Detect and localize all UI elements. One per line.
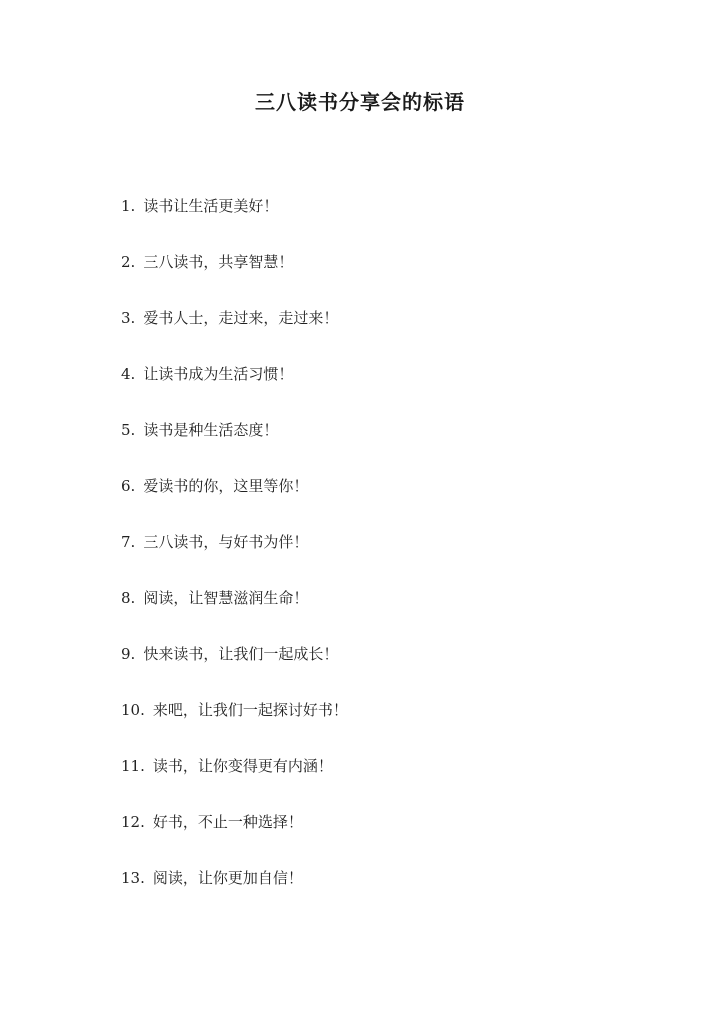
document-title: 三八读书分享会的标语 bbox=[255, 90, 465, 114]
list-item bbox=[121, 418, 348, 474]
list-item bbox=[121, 474, 348, 530]
list-item-text: 来吧，让我们一起探讨好书！ bbox=[152, 701, 348, 719]
list-item-text: 读书，让你变得更有内涵！ bbox=[152, 757, 333, 775]
list-item-number: 4. bbox=[121, 365, 136, 383]
list-item-text: 爱书人士，走过来，走过来！ bbox=[143, 309, 339, 327]
list-item-text: 好书，不止一种选择！ bbox=[152, 813, 303, 831]
list-item-number: 10. bbox=[121, 701, 145, 719]
list-item-number: 13. bbox=[121, 869, 145, 887]
list-item-number: 8. bbox=[121, 589, 136, 607]
list-item-text: 阅读，让智慧滋润生命！ bbox=[143, 589, 309, 607]
list-item-number: 11. bbox=[121, 757, 145, 775]
slogan-list bbox=[121, 194, 348, 922]
list-item bbox=[121, 866, 348, 922]
list-item-text: 读书是种生活态度！ bbox=[143, 421, 279, 439]
list-item bbox=[121, 250, 348, 306]
list-item-text: 爱读书的你，这里等你！ bbox=[143, 477, 309, 495]
list-item bbox=[121, 306, 348, 362]
list-item-number: 5. bbox=[121, 421, 136, 439]
list-item bbox=[121, 194, 348, 250]
list-item-number: 7. bbox=[121, 533, 136, 551]
list-item-text: 读书让生活更美好！ bbox=[143, 197, 279, 215]
list-item-number: 3. bbox=[121, 309, 136, 327]
list-item-number: 12. bbox=[121, 813, 145, 831]
list-item bbox=[121, 698, 348, 754]
list-item-number: 1. bbox=[121, 197, 136, 215]
list-item-text: 快来读书，让我们一起成长！ bbox=[143, 645, 339, 663]
list-item bbox=[121, 362, 348, 418]
list-item bbox=[121, 642, 348, 698]
list-item-number: 2. bbox=[121, 253, 136, 271]
list-item-text: 阅读，让你更加自信！ bbox=[152, 869, 303, 887]
list-item-number: 6. bbox=[121, 477, 136, 495]
list-item bbox=[121, 754, 348, 810]
list-item-text: 三八读书，共享智慧！ bbox=[143, 253, 294, 271]
list-item bbox=[121, 530, 348, 586]
list-item-number: 9. bbox=[121, 645, 136, 663]
list-item-text: 三八读书，与好书为伴！ bbox=[143, 533, 309, 551]
list-item bbox=[121, 586, 348, 642]
list-item-text: 让读书成为生活习惯！ bbox=[143, 365, 294, 383]
list-item bbox=[121, 810, 348, 866]
